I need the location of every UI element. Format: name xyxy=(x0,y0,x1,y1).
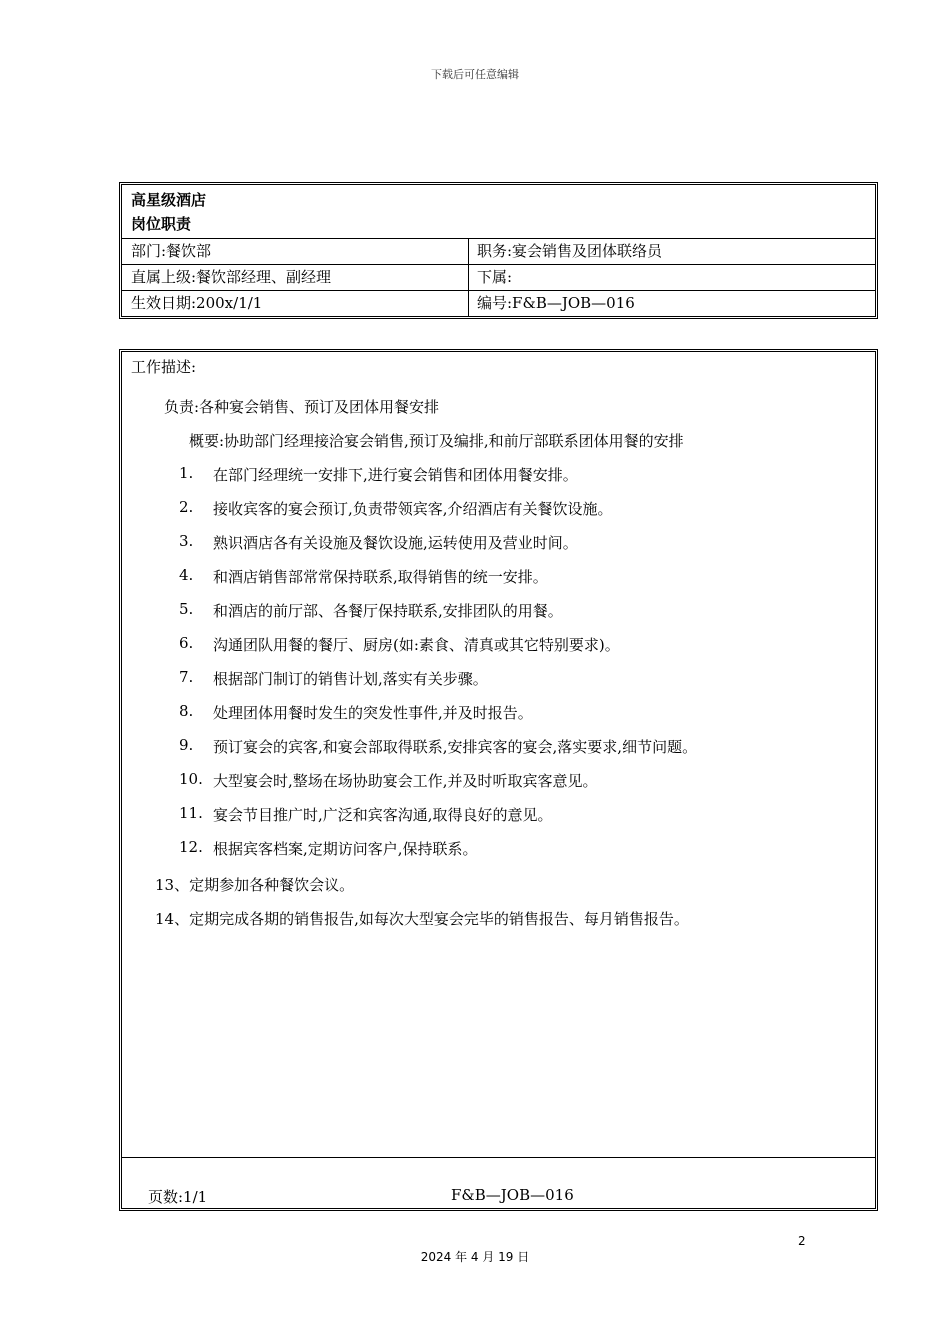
duty-item-text: 根据宾客档案,定期访问客户,保持联系。 xyxy=(213,840,478,858)
department-cell: 部门:餐饮部 xyxy=(122,239,469,264)
header-title xyxy=(122,185,875,238)
duty-item-number: 4. xyxy=(179,566,194,584)
effective-date-cell: 生效日期:200x/1/1 xyxy=(122,291,469,316)
duty-item-text: 和酒店销售部常常保持联系,取得销售的统一安排。 xyxy=(213,568,548,586)
supervisor-cell: 直属上级:餐饮部经理、副经理 xyxy=(122,265,469,290)
duty-item-text: 根据部门制订的销售计划,落实有关步骤。 xyxy=(213,670,488,688)
duty-item-14: 14、定期完成各期的销售报告,如每次大型宴会完毕的销售报告、每月销售报告。 xyxy=(155,910,689,928)
duty-item-text: 处理团体用餐时发生的突发性事件,并及时报告。 xyxy=(213,704,533,722)
page-count: 页数:1/1 xyxy=(148,1188,208,1206)
page-header: 下载后可任意编辑 xyxy=(431,68,519,81)
duty-item-text: 宴会节目推广时,广泛和宾客沟通,取得良好的意见。 xyxy=(213,806,553,824)
duty-item-number: 2. xyxy=(179,498,194,516)
duty-item-text: 和酒店的前厅部、各餐厅保持联系,安排团队的用餐。 xyxy=(213,602,563,620)
job-heading: 工作描述: xyxy=(131,358,197,376)
code-cell: 编号:F&B—JOB—016 xyxy=(477,294,635,312)
subordinate-cell: 下属: xyxy=(477,268,513,286)
job-summary: 概要:协助部门经理接洽宴会销售,预订及编排,和前厅部联系团体用餐的安排 xyxy=(189,432,684,450)
footer-code: F&B—JOB—016 xyxy=(451,1186,574,1204)
job-responsibility: 负责:各种宴会销售、预订及团体用餐安排 xyxy=(164,398,440,416)
duty-item-text: 接收宾客的宴会预订,负责带领宾客,介绍酒店有关餐饮设施。 xyxy=(213,500,613,518)
job-description-box xyxy=(119,349,878,1211)
duty-item-number: 1. xyxy=(179,464,194,482)
hotel-name: 高星级酒店 xyxy=(131,191,207,209)
document-type: 岗位职责 xyxy=(131,215,192,233)
job-description-content xyxy=(122,352,875,1158)
duty-item-number: 3. xyxy=(179,532,194,550)
page-number: 2 xyxy=(798,1234,806,1248)
job-footer xyxy=(122,1157,875,1208)
header-table xyxy=(119,182,878,319)
header-row-effective xyxy=(122,290,875,316)
duty-item-number: 8. xyxy=(179,702,194,720)
duty-item-number: 9. xyxy=(179,736,194,754)
page-date: 2024 年 4 月 19 日 xyxy=(420,1250,530,1264)
duty-item-13: 13、定期参加各种餐饮会议。 xyxy=(155,876,355,894)
duty-item-number: 5. xyxy=(179,600,194,618)
duty-item-text: 大型宴会时,整场在场协助宴会工作,并及时听取宾客意见。 xyxy=(213,772,598,790)
header-row-department xyxy=(122,238,875,264)
duty-item-text: 沟通团队用餐的餐厅、厨房(如:素食、清真或其它特别要求)。 xyxy=(213,636,620,654)
position-cell: 职务:宴会销售及团体联络员 xyxy=(477,242,663,260)
duty-item-text: 预订宴会的宾客,和宴会部取得联系,安排宾客的宴会,落实要求,细节问题。 xyxy=(213,738,698,756)
duty-item-number: 11. xyxy=(179,804,203,822)
duty-item-number: 6. xyxy=(179,634,194,652)
duty-item-number: 12. xyxy=(179,838,203,856)
duty-item-number: 10. xyxy=(179,770,203,788)
header-row-supervisor xyxy=(122,264,875,290)
duty-item-number: 7. xyxy=(179,668,194,686)
duty-item-text: 在部门经理统一安排下,进行宴会销售和团体用餐安排。 xyxy=(213,466,578,484)
duty-item-text: 熟识酒店各有关设施及餐饮设施,运转使用及营业时间。 xyxy=(213,534,578,552)
